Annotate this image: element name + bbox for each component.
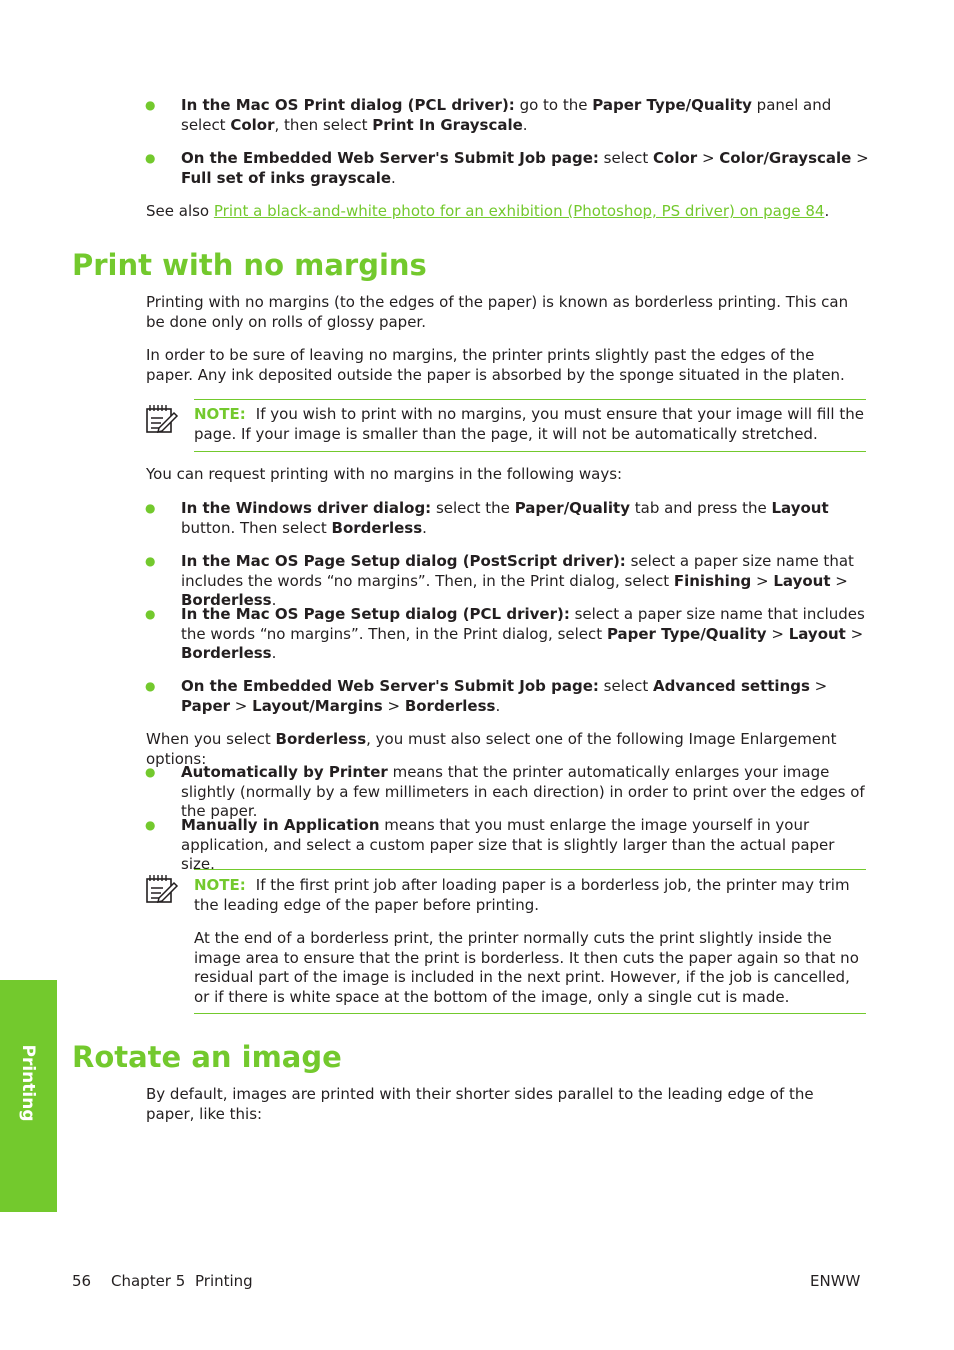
bullet-icon: [145, 677, 157, 697]
list-item: In the Mac OS Page Setup dialog (PostScript driver): select a paper size name that includes the words “no margins”. Then, in the Print dialog, select Finishing > Layout > Borderless.: [181, 552, 854, 609]
list-item: On the Embedded Web Server's Submit Job page: select Advanced settings > Paper > Layout/Margins > Borderless.: [181, 677, 828, 715]
list-item: In the Windows driver dialog: select the Paper/Quality tab and press the Layout button. Then select Borderless.: [181, 499, 829, 537]
bullet-icon: [145, 96, 157, 116]
bold-term: Automatically by Printer: [181, 763, 388, 781]
list-item: On the Embedded Web Server's Submit Job page: select Color > Color/Grayscale > Full set of inks grayscale.: [181, 149, 869, 187]
bold-term: Paper: [181, 696, 231, 715]
note-text-continued: At the end of a borderless print, the printer normally cuts the print slightly inside the image area to ensure that the print is borderless. It then cuts the paper again so that no residual part of the image is included in the next print. However, if the job is cancelled, or if there is white space at the bottom of the image, only a single cut is made.: [194, 929, 859, 1006]
paragraph: Printing with no margins (to the edges of the paper) is known as borderless printing. This can be done only on rolls of glossy paper.: [146, 293, 849, 331]
see-also-suffix: .: [824, 202, 830, 220]
paragraph: When you select Borderless, you must also select one of the following Image Enlargement options:: [146, 730, 837, 768]
bold-term: Borderless: [331, 518, 423, 537]
list-item: Manually in Application means that you must enlarge the image yourself in your application, and select a custom paper size that is slightly larger than the actual paper size.: [181, 816, 835, 873]
paragraph: You can request printing with no margins in the following ways:: [146, 465, 623, 483]
bold-term: Layout: [788, 624, 846, 643]
bullet-icon: [145, 552, 157, 572]
bold-term: Manually in Application: [181, 816, 380, 834]
note-top-rule: [194, 399, 866, 400]
note-top-rule: [194, 869, 866, 870]
bullet-icon: [145, 816, 157, 836]
see-also: [146, 202, 866, 222]
bold-term: In the Mac OS Print dialog (PCL driver):: [181, 96, 515, 114]
note-pad-pencil-icon: [145, 872, 179, 904]
bold-term: On the Embedded Web Server's Submit Job page:: [181, 149, 599, 167]
page-number: 56: [72, 1272, 92, 1290]
footer-chapter: Chapter 5: [111, 1272, 186, 1290]
bold-term: Finishing: [673, 571, 752, 590]
bullet-icon: [145, 149, 157, 169]
bold-term: Paper/Quality: [514, 499, 630, 517]
list-item: In the Mac OS Print dialog (PCL driver): go to the Paper Type/Quality panel and select Color, then select Print In Grayscale.: [181, 96, 832, 134]
note-bottom-rule: [194, 1013, 866, 1014]
bullet-icon: [145, 763, 157, 783]
bold-term: In the Windows driver dialog:: [181, 499, 432, 517]
note-text: If you wish to print with no margins, you must ensure that your image will fill the page. If your image is smaller than the page, it will not be automatically stretched.: [194, 405, 864, 443]
bold-term: On the Embedded Web Server's Submit Job page:: [181, 677, 599, 695]
bold-term: Borderless: [275, 730, 367, 748]
bold-term: In the Mac OS Page Setup dialog (PostScript driver):: [181, 552, 626, 570]
bold-term: Color: [230, 115, 275, 134]
bold-term: In the Mac OS Page Setup dialog (PCL driver):: [181, 605, 570, 623]
bullet-icon: [145, 499, 157, 519]
chapter-side-tab-label: Printing: [18, 1044, 38, 1122]
see-also-link[interactable]: Print a black-and-white photo for an exhibition (Photoshop, PS driver) on page 84: [213, 202, 825, 220]
note: [194, 876, 866, 915]
section-title: Print with no margins: [72, 248, 427, 282]
bold-term: Layout/Margins: [252, 696, 383, 715]
list-item: In the Mac OS Page Setup dialog (PCL driver): select a paper size name that includes the words “no margins”. Then, in the Print dialog, select Paper Type/Quality > Layout > Borderless.: [181, 605, 865, 662]
bold-term: Color/Grayscale: [719, 149, 852, 167]
see-also-prefix: See also: [146, 202, 214, 220]
list-item: Automatically by Printer means that the printer automatically enlarges your image slightly (normally by a few millimeters in each direction) in order to print over the edges of the paper.: [181, 763, 865, 820]
bullet-icon: [145, 605, 157, 625]
bold-term: Layout: [773, 571, 831, 590]
bold-term: Paper Type/Quality: [606, 624, 767, 643]
note-label: NOTE:: [194, 876, 246, 894]
bold-term: Paper Type/Quality: [592, 96, 752, 114]
note-label: NOTE:: [194, 405, 246, 423]
paragraph: By default, images are printed with their shorter sides parallel to the leading edge of the paper, like this:: [146, 1085, 814, 1123]
bold-term: Advanced settings: [653, 677, 810, 695]
note-text: If the first print job after loading paper is a borderless job, the printer may trim the leading edge of the paper before printing.: [194, 876, 850, 914]
footer-right: ENWW: [810, 1272, 861, 1290]
note-bottom-rule: [194, 451, 866, 452]
bold-term: Color: [653, 149, 698, 167]
footer-chapter-title: Printing: [195, 1272, 253, 1290]
section-title: Rotate an image: [72, 1040, 342, 1074]
note-pad-pencil-icon: [145, 402, 179, 434]
bold-term: Layout: [771, 499, 829, 517]
bold-term: Print In Grayscale: [372, 115, 523, 134]
bold-term: Full set of inks grayscale: [181, 168, 392, 187]
bold-term: Borderless: [181, 644, 272, 662]
paragraph: In order to be sure of leaving no margins, the printer prints slightly past the edges of the paper. Any ink deposited outside the paper is absorbed by the sponge situated in the platen.: [146, 346, 845, 384]
bold-term: Borderless: [404, 696, 496, 715]
bold-term: Borderless: [181, 591, 272, 609]
note: [194, 405, 866, 444]
